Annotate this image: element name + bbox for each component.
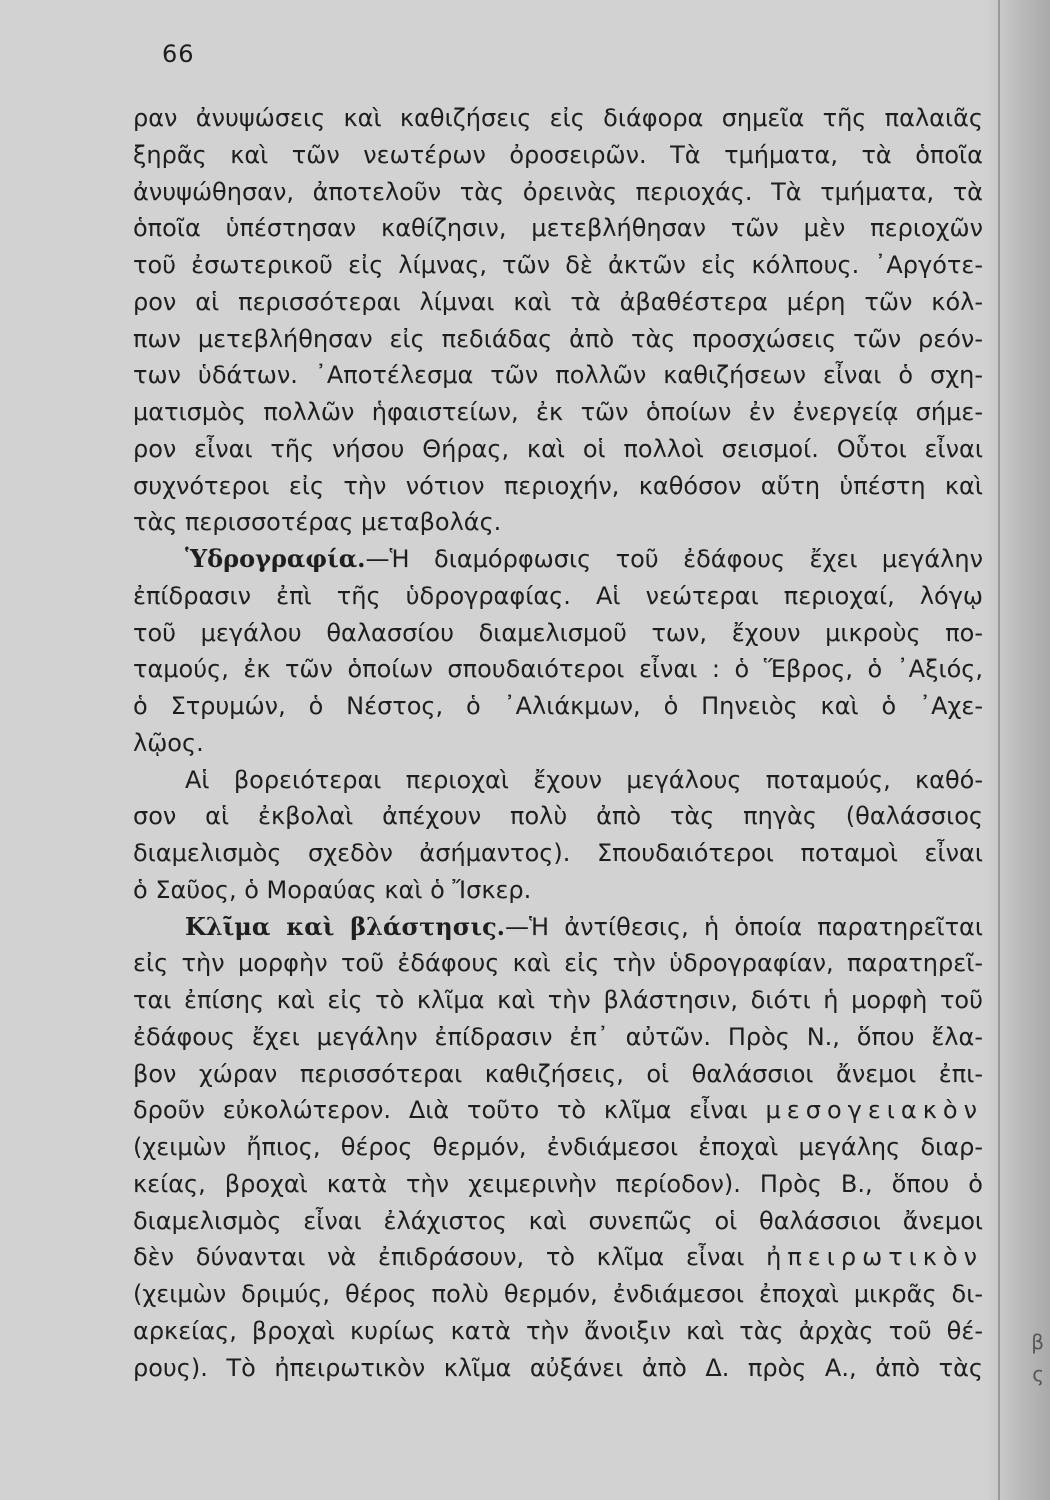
- page-gutter-line: [998, 0, 1000, 1500]
- text-line: συχνότεροι εἰς τὴν νότιον περιοχήν, καθόσον αὕτη ὑπέστη καὶ: [133, 471, 983, 500]
- text-line: ρον αἱ περισσότεραι λίμναι καὶ τὰ ἀβαθέστερα μέρη τῶν κόλ-: [133, 287, 983, 316]
- text-line: κείας, βροχαὶ κατὰ τὴν χειμερινὴν περίοδον). Πρὸς Β., ὅπου ὁ: [133, 1169, 983, 1198]
- text-line: ρον εἶναι τῆς νήσου Θήρας, καὶ οἱ πολλοὶ σεισμοί. Οὗτοι εἶναι: [133, 434, 983, 463]
- climate-paragraph-start: [133, 909, 983, 946]
- text-line: ἐδάφους ἔχει μεγάλην ἐπίδρασιν ἐπ᾿ αὐτῶν. Πρὸς Ν., ὅπου ἔλα-: [133, 1022, 983, 1051]
- emphasized-term: μεσογειακὸν: [765, 1096, 983, 1125]
- mediterranean-line: [133, 1092, 983, 1129]
- text-line: ἐπίδρασιν ἐπὶ τῆς ὑδρογραφίας. Αἱ νεώτεραι περιοχαί, λόγῳ: [133, 581, 983, 610]
- text-line: αρκείας, βροχαὶ κυρίως κατὰ τὴν ἄνοιξιν καὶ τὰς ἀρχὰς τοῦ θέ-: [133, 1316, 983, 1345]
- continental-line: [133, 1239, 983, 1276]
- text-line: σον αἱ ἐκβολαὶ ἀπέχουν πολὺ ἀπὸ τὰς πηγὰς (θαλάσσιος: [133, 802, 983, 831]
- margin-character: β: [1031, 1330, 1044, 1354]
- text-line: εἰς τὴν μορφὴν τοῦ ἐδάφους καὶ εἰς τὴν ὑδρογραφίαν, παρατηρεῖ-: [133, 949, 983, 978]
- hydrography-heading: Ὑδρογραφία.: [185, 544, 366, 573]
- text-line: ματισμὸς πολλῶν ἡφαιστείων, ἐκ τῶν ὁποίων ἐν ἐνεργείᾳ σήμε-: [133, 398, 983, 426]
- text-line: λῷος.: [133, 728, 204, 757]
- text-line: Αἱ βορειότεραι περιοχαὶ ἔχουν μεγάλους ποταμούς, καθό-: [185, 765, 983, 794]
- text-line: δροῦν εὐκολώτερον. Διὰ τοῦτο τὸ κλῖμα εἶναι: [133, 1096, 748, 1125]
- text-line: τοῦ μεγάλου θαλασσίου διαμελισμοῦ των, ἔχουν μικροὺς πο-: [133, 618, 983, 647]
- text-line: τοῦ ἐσωτερικοῦ εἰς λίμνας, τῶν δὲ ἀκτῶν εἰς κόλπους. ᾿Αργότε-: [133, 251, 983, 279]
- text-line: ταμούς, ἐκ τῶν ὁποίων σπουδαιότεροι εἶναι : ὁ Ἕβρος, ὁ ᾿Αξιός,: [133, 655, 983, 684]
- text-line: ὁ Σαῦος, ὁ Μοραύας καὶ ὁ Ἴσκερ.: [133, 875, 532, 904]
- margin-character: ς: [1032, 1362, 1044, 1386]
- text-line: διαμελισμὸς σχεδὸν ἀσήμαντος). Σπουδαιότεροι ποταμοὶ εἶναι: [133, 839, 983, 867]
- page-number: 66: [162, 40, 195, 68]
- text-line: ται ἐπίσης καὶ εἰς τὸ κλῖμα καὶ τὴν βλάστησιν, διότι ἡ μορφὴ τοῦ: [133, 986, 983, 1014]
- text-line: βον χώραν περισσότεραι καθιζήσεις, οἱ θαλάσσιοι ἄνεμοι ἐπι-: [133, 1059, 983, 1088]
- text-line: (χειμὼν δριμύς, θέρος πολὺ θερμόν, ἐνδιάμεσοι ἐποχαὶ μικρᾶς δι-: [133, 1280, 983, 1308]
- body-text: [133, 100, 983, 1386]
- text-line: των ὑδάτων. ᾿Αποτέλεσμα τῶν πολλῶν καθιζήσεων εἶναι ὁ σχη-: [133, 361, 983, 390]
- text-line: ραν ἀνυψώσεις καὶ καθιζήσεις εἰς διάφορα σημεῖα τῆς παλαιᾶς: [133, 104, 983, 132]
- text-line: δὲν δύνανται νὰ ἐπιδράσουν, τὸ κλῖμα εἶναι: [133, 1243, 745, 1272]
- text-line: —Ἡ ἀντίθεσις, ἡ ὁποία παρατηρεῖται: [505, 912, 983, 941]
- text-line: ὁποῖα ὑπέστησαν καθίζησιν, μετεβλήθησαν τῶν μὲν περιοχῶν: [133, 214, 983, 243]
- text-line: (χειμὼν ἤπιος, θέρος θερμόν, ἐνδιάμεσοι ἐποχαὶ μεγάλης διαρ-: [133, 1133, 983, 1161]
- text-line: —Ἡ διαμόρφωσις τοῦ ἐδάφους ἔχει μεγάλην: [365, 545, 983, 573]
- hydrography-paragraph-start: [133, 541, 983, 578]
- emphasized-term: ἠπειρωτικὸν: [766, 1243, 983, 1272]
- text-line: ὁ Στρυμών, ὁ Νέστος, ὁ ᾿Αλιάκμων, ὁ Πηνειὸς καὶ ὁ ᾿Αχε-: [133, 692, 983, 720]
- text-line: πων μετεβλήθησαν εἰς πεδιάδας ἀπὸ τὰς προσχώσεις τῶν ρεόν-: [133, 324, 983, 353]
- text-line: τὰς περισσοτέρας μεταβολάς.: [133, 508, 502, 537]
- text-line: διαμελισμὸς εἶναι ἐλάχιστος καὶ συνεπῶς οἱ θαλάσσιοι ἄνεμοι: [133, 1206, 983, 1235]
- text-line: ρους). Τὸ ἠπειρωτικὸν κλῖμα αὐξάνει ἀπὸ Δ. πρὸς Α., ἀπὸ τὰς: [133, 1353, 983, 1382]
- climate-heading: Κλῖμα καὶ βλάστησις.: [185, 911, 506, 941]
- text-line: ἀνυψώθησαν, ἀποτελοῦν τὰς ὀρεινὰς περιοχάς. Τὰ τμήματα, τὰ: [133, 177, 983, 206]
- text-line: ξηρᾶς καὶ τῶν νεωτέρων ὀροσειρῶν. Τὰ τμήματα, τὰ ὁποῖα: [133, 140, 983, 169]
